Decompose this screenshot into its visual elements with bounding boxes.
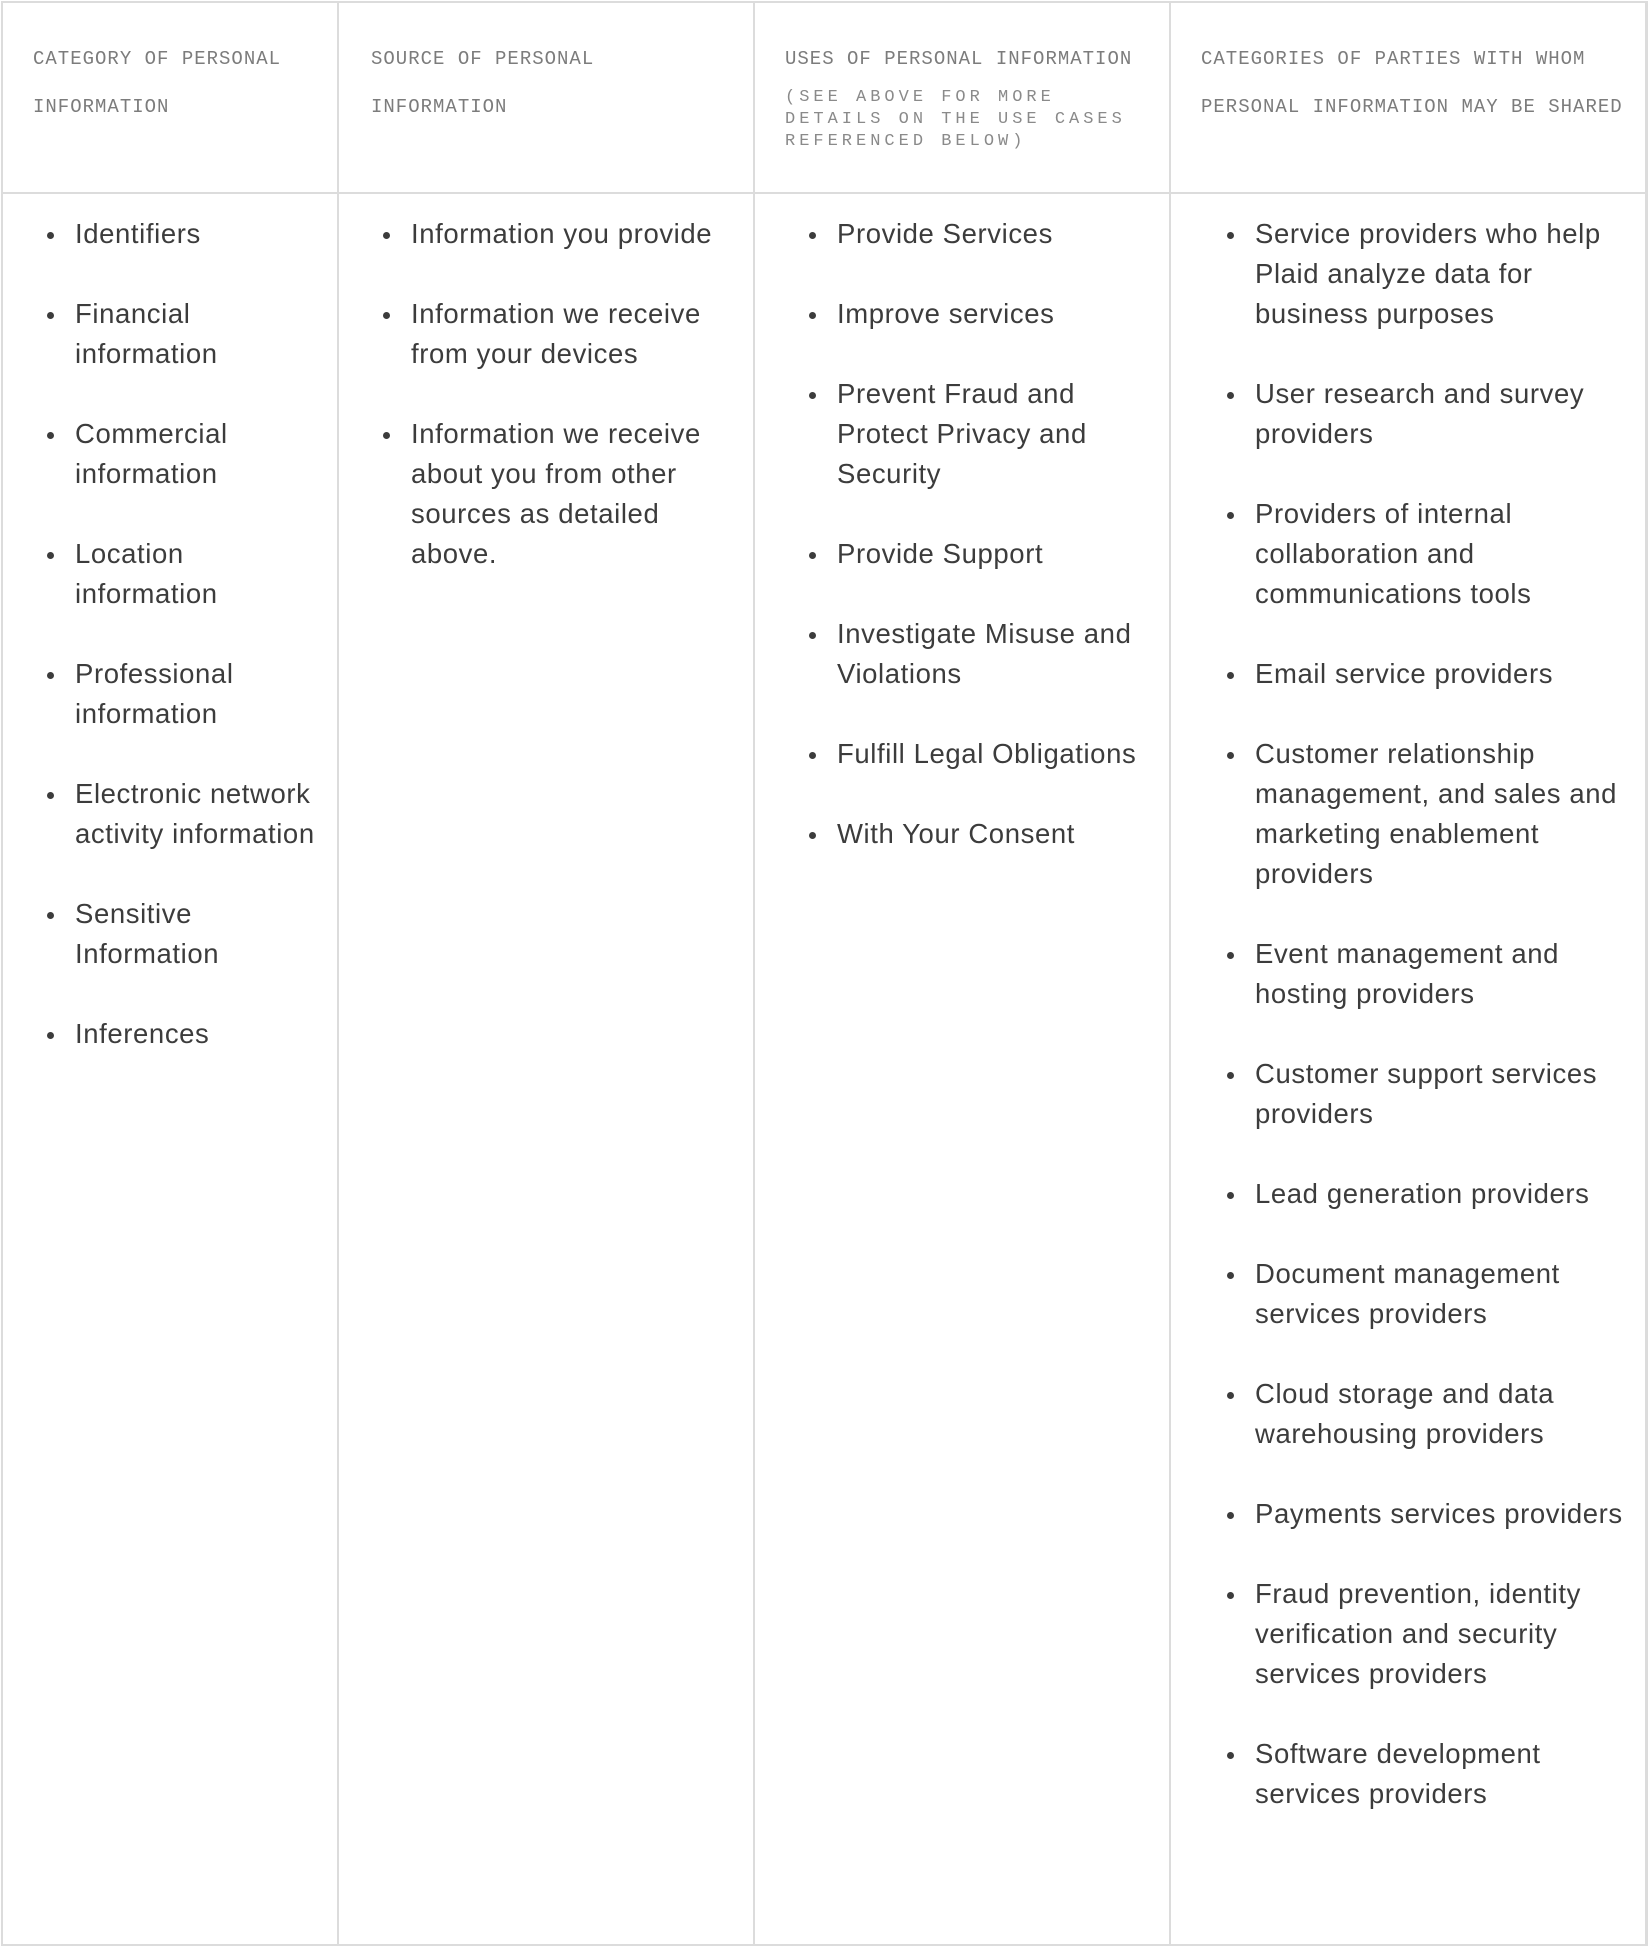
list-item [1207,1254,1629,1334]
list-item [789,814,1151,854]
bullet-icon [47,552,54,559]
header-uses-title: USES OF PERSONAL INFORMATION [785,48,1133,70]
list-item [789,374,1151,494]
list-item-text: Professional information [75,658,234,729]
list-item [363,214,735,254]
bullet-icon [1227,232,1234,239]
bullet-icon [1227,672,1234,679]
header-parties [1170,2,1648,193]
personal-information-table-frame [1,1,1647,1946]
list-item-text: Identifiers [75,218,201,249]
header-source-title: SOURCE OF PERSONAL INFORMATION [371,48,595,118]
list-item [363,414,735,574]
list-item [27,534,319,614]
list-item-text: Service providers who help Plaid analyze data for business purposes [1255,218,1601,329]
list-item-text: Customer support services providers [1255,1058,1598,1129]
bullet-icon [809,632,816,639]
list-item [789,734,1151,774]
list-item-text: Cloud storage and data warehousing providers [1255,1378,1555,1449]
bullet-icon [1227,1072,1234,1079]
list-item [363,294,735,374]
list-item [789,294,1151,334]
list-item-text: Email service providers [1255,658,1554,689]
cell-categories [2,193,338,1945]
list-item [1207,654,1629,694]
bullet-icon [47,312,54,319]
sources-list [363,214,735,574]
bullet-icon [1227,1592,1234,1599]
uses-list [789,214,1151,854]
bullet-icon [47,792,54,799]
list-item-text: Document management services providers [1255,1258,1560,1329]
bullet-icon [809,312,816,319]
list-item [27,414,319,494]
header-source [338,2,754,193]
list-item [1207,1494,1629,1534]
bullet-icon [809,832,816,839]
bullet-icon [1227,1272,1234,1279]
list-item-text: Investigate Misuse and Violations [837,618,1132,689]
list-item-text: Prevent Fraud and Protect Privacy and Security [837,378,1087,489]
list-item [789,614,1151,694]
bullet-icon [809,392,816,399]
header-category [2,2,338,193]
bullet-icon [383,232,390,239]
bullet-icon [1227,1392,1234,1399]
bullet-icon [1227,1512,1234,1519]
list-item [789,214,1151,254]
bullet-icon [1227,952,1234,959]
parties-list [1207,214,1629,1814]
list-item-text: Provide Services [837,218,1053,249]
list-item-text: Improve services [837,298,1055,329]
bullet-icon [1227,1752,1234,1759]
list-item-text: Providers of internal collaboration and communications tools [1255,498,1532,609]
list-item-text: Fraud prevention, identity verification and security services providers [1255,1578,1581,1689]
list-item [1207,1054,1629,1134]
list-item-text: Location information [75,538,218,609]
list-item-text: Information we receive from your devices [411,298,701,369]
bullet-icon [809,552,816,559]
cell-sources [338,193,754,1945]
list-item-text: Software development services providers [1255,1738,1541,1809]
bullet-icon [47,232,54,239]
list-item-text: Information we receive about you from other sources as detailed above. [411,418,701,569]
list-item [1207,1574,1629,1694]
bullet-icon [47,1032,54,1039]
bullet-icon [383,312,390,319]
list-item [1207,734,1629,894]
list-item-text: Electronic network activity information [75,778,315,849]
list-item [1207,1374,1629,1454]
list-item-text: Event management and hosting providers [1255,938,1559,1009]
list-item-text: Fulfill Legal Obligations [837,738,1137,769]
list-item [1207,1174,1629,1214]
list-item [27,214,319,254]
cell-uses [754,193,1170,1945]
bullet-icon [809,752,816,759]
bullet-icon [383,432,390,439]
bullet-icon [47,432,54,439]
list-item [27,774,319,854]
personal-information-table [1,1,1648,1946]
list-item [27,294,319,374]
bullet-icon [47,672,54,679]
list-item-text: Inferences [75,1018,210,1049]
list-item [27,1014,319,1054]
header-parties-title: CATEGORIES OF PARTIES WITH WHOM PERSONAL INFORMATION MAY BE SHARED [1201,48,1623,118]
list-item-text: User research and survey providers [1255,378,1585,449]
list-item-text: Payments services providers [1255,1498,1623,1529]
bullet-icon [809,232,816,239]
list-item [789,534,1151,574]
header-uses [754,2,1170,193]
table-body-row [2,193,1648,1945]
list-item-text: Customer relationship management, and sales and marketing enablement providers [1255,738,1618,889]
list-item [1207,1734,1629,1814]
bullet-icon [1227,752,1234,759]
list-item-text: Lead generation providers [1255,1178,1590,1209]
list-item [1207,934,1629,1014]
list-item [27,654,319,734]
list-item [27,894,319,974]
list-item-text: Provide Support [837,538,1044,569]
list-item [1207,374,1629,454]
list-item [1207,494,1629,614]
bullet-icon [47,912,54,919]
cell-parties [1170,193,1648,1945]
header-category-title: CATEGORY OF PERSONAL INFORMATION [33,48,282,118]
bullet-icon [1227,512,1234,519]
list-item-text: Financial information [75,298,218,369]
table-header-row [2,2,1648,193]
header-uses-note: (SEE ABOVE FOR MORE DETAILS ON THE USE CASES REFERENCED BELOW) [785,88,1126,151]
bullet-icon [1227,1192,1234,1199]
bullet-icon [1227,392,1234,399]
list-item [1207,214,1629,334]
list-item-text: Sensitive Information [75,898,220,969]
categories-list [27,214,319,1054]
list-item-text: Information you provide [411,218,713,249]
list-item-text: Commercial information [75,418,228,489]
list-item-text: With Your Consent [837,818,1075,849]
